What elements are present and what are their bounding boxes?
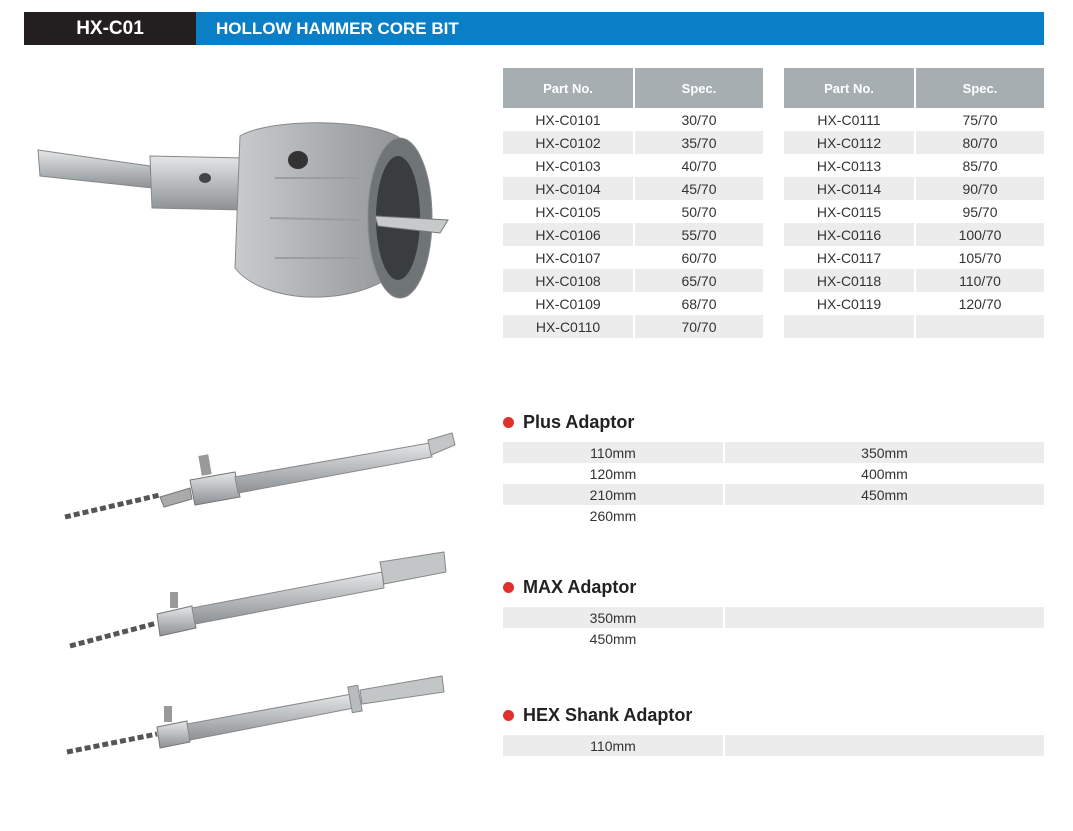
length-cell: 450mm — [589, 630, 637, 647]
part-table-left — [503, 68, 763, 338]
max-adaptor-table — [503, 607, 1044, 649]
spec-cell: 75/70 — [915, 108, 1044, 131]
spec-cell: 45/70 — [634, 177, 763, 200]
spec-cell: 105/70 — [915, 246, 1044, 269]
part-no-cell: HX-C0102 — [503, 131, 634, 154]
spec-cell — [915, 315, 1044, 338]
plus-adaptor-title — [503, 412, 634, 433]
spec-cell: 80/70 — [915, 131, 1044, 154]
max-adaptor-title — [503, 577, 636, 598]
part-no-cell: HX-C0110 — [503, 315, 634, 338]
plus-adaptor-label: Plus Adaptor — [523, 412, 635, 432]
part-no-cell: HX-C0108 — [503, 269, 634, 292]
length-cell: 260mm — [589, 507, 637, 524]
plus-adaptor-table — [503, 442, 1044, 526]
product-code-header: HX-C01 — [24, 12, 196, 45]
spec-cell: 35/70 — [634, 131, 763, 154]
spec-cell: 85/70 — [915, 154, 1044, 177]
length-cell — [724, 628, 1044, 649]
length-cell: 120mm — [589, 465, 637, 482]
spec-cell: 50/70 — [634, 200, 763, 223]
max-adaptor-label: MAX Adaptor — [523, 577, 637, 597]
length-cell: 350mm — [503, 607, 724, 628]
spec-cell: 95/70 — [915, 200, 1044, 223]
part-no-cell: HX-C0117 — [816, 249, 882, 266]
spec-cell: 120/70 — [915, 292, 1044, 315]
length-cell — [724, 735, 1044, 756]
spec-cell: 110/70 — [915, 269, 1044, 292]
part-no-cell: HX-C0115 — [816, 203, 882, 220]
spec-cell: 40/70 — [634, 154, 763, 177]
part-no-cell: HX-C0109 — [535, 295, 601, 312]
max-adaptor-image — [62, 548, 457, 653]
spec-cell: 55/70 — [634, 223, 763, 246]
core-bit-image — [30, 108, 460, 313]
spec-cell: 100/70 — [915, 223, 1044, 246]
part-no-cell: HX-C0104 — [503, 177, 634, 200]
length-cell: 110mm — [503, 735, 724, 756]
bullet-icon — [503, 417, 514, 428]
length-cell: 350mm — [724, 442, 1044, 463]
part-no-cell: HX-C0118 — [784, 269, 915, 292]
bullet-icon — [503, 710, 514, 721]
part-no-cell: HX-C0101 — [535, 111, 601, 128]
plus-adaptor-image — [60, 425, 460, 530]
spec-cell: 30/70 — [634, 108, 763, 131]
part-no-cell: HX-C0103 — [535, 157, 601, 174]
part-no-cell: HX-C0107 — [535, 249, 601, 266]
part-no-cell: HX-C0119 — [816, 295, 882, 312]
hex-adaptor-image — [62, 672, 457, 762]
hex-adaptor-table — [503, 735, 1044, 756]
spec-cell: 60/70 — [634, 246, 763, 269]
product-title-header: HOLLOW HAMMER CORE BIT — [196, 12, 1044, 45]
spec-cell: 65/70 — [634, 269, 763, 292]
part-no-cell: HX-C0113 — [816, 157, 882, 174]
part-table-right — [784, 68, 1044, 338]
bullet-icon — [503, 582, 514, 593]
part-no-cell: HX-C0111 — [817, 111, 881, 128]
spec-header: Spec. — [634, 68, 763, 108]
spec-cell: 90/70 — [915, 177, 1044, 200]
part-no-cell: HX-C0105 — [535, 203, 601, 220]
part-no-cell: HX-C0114 — [784, 177, 915, 200]
length-cell — [724, 607, 1044, 628]
length-cell — [724, 505, 1044, 526]
length-cell: 450mm — [724, 484, 1044, 505]
part-no-cell: HX-C0112 — [784, 131, 915, 154]
part-no-cell: HX-C0106 — [503, 223, 634, 246]
hex-adaptor-label: HEX Shank Adaptor — [523, 705, 693, 725]
length-cell: 210mm — [503, 484, 724, 505]
length-cell: 110mm — [503, 442, 724, 463]
spec-cell: 68/70 — [634, 292, 763, 315]
spec-cell: 70/70 — [634, 315, 763, 338]
part-no-cell: HX-C0116 — [784, 223, 915, 246]
part-no-header: Part No. — [784, 68, 915, 108]
part-no-cell — [784, 315, 915, 338]
length-cell: 400mm — [724, 463, 1044, 484]
part-no-header: Part No. — [503, 68, 634, 108]
hex-adaptor-title — [503, 705, 692, 726]
spec-header: Spec. — [915, 68, 1044, 108]
